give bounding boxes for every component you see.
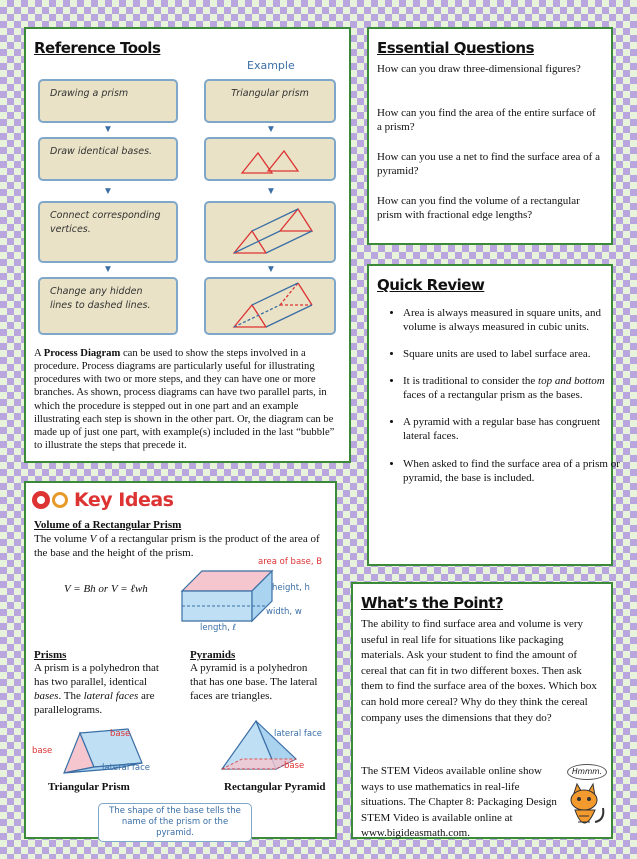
volume-heading: Volume of a Rectangular Prism: [34, 519, 182, 531]
arrow-down-icon: ▼: [103, 186, 113, 197]
arrow-down-icon: ▼: [103, 124, 113, 135]
question-3: How can you use a net to find the surface area of a pyramid?: [377, 151, 600, 178]
height-label: height, h: [272, 583, 310, 593]
rectangular-pyramid-caption: Rectangular Pyramid: [224, 781, 326, 793]
connected-vertices-drawing: [206, 203, 334, 261]
review-item: • When asked to find the surface area of a prism or pyramid, the base is included.: [403, 457, 621, 485]
key-ideas-title: Key Ideas: [74, 489, 174, 511]
whats-the-point-title: What’s the Point?: [361, 594, 504, 612]
volume-text: The volume V of a rectangular prism is the product of the area of the base and the height of the prism.: [34, 533, 320, 560]
point-text: The ability to find surface area and volume is very useful in real life for situations like packaging materials. Ask your student to find the amount of cereal that can fit in two different boxes. Then ask them to find the surface area of the boxes. Which box can hold more cereal? Why do they think the cereal company uses the dimensions that they do?: [361, 618, 597, 724]
step-box-4: Change any hidden lines to dashed lines.: [38, 277, 178, 335]
prism-base-label-left: base: [32, 746, 53, 756]
example-header: Example: [247, 59, 295, 72]
step-box-1: Drawing a prism: [38, 79, 178, 123]
identical-bases-drawing: [206, 139, 334, 179]
quick-review-panel: [367, 264, 620, 566]
review-item: • A pyramid with a regular base has congruent lateral faces.: [403, 415, 621, 443]
rectangular-prism-drawing: [176, 561, 316, 631]
triangular-prism-caption: Triangular Prism: [48, 781, 130, 793]
essential-questions-panel: [367, 27, 613, 245]
prisms-text: A prism is a polyhedron that has two parallel, identical bases. The lateral faces are parallelograms.: [34, 662, 159, 717]
process-diagram-paragraph: A Process Diagram can be used to show the steps involved in a procedure. Process diagrams are particularly useful for illustrating procedures with two or more steps, and they can have one or more branches. As shown, process diagrams can have two parallel parts, in which the procedure is stepped out in one part and an example illustrating each step is shown in the other part. Or, the diagram can be made up of just one part, with example(s) included in the last “bubble” to illustrate the steps that precede it.: [34, 348, 335, 451]
volume-formula: V = Bh or V = ℓwh: [64, 583, 148, 595]
example-box-4: [204, 277, 336, 335]
example-box-2: [204, 137, 336, 181]
whats-the-point-panel: [351, 582, 613, 839]
reference-tools-panel: [24, 27, 351, 463]
pyramid-base-label: base: [284, 761, 305, 771]
stem-text: The STEM Videos available online show ways to use mathematics in real-life situations. The Chapter 8: Packaging Design STEM Video is available online at www.bigideasmath.com.: [361, 765, 557, 840]
key-ring-icon: [52, 492, 68, 508]
step-box-3: Connect corresponding vertices.: [38, 201, 178, 263]
quick-review-title: Quick Review: [377, 276, 485, 294]
key-ideas-panel: [24, 481, 337, 839]
example-box-1: Triangular prism: [204, 79, 336, 123]
question-2: How can you find the area of the entire surface of a prism?: [377, 107, 596, 134]
pyramids-heading: Pyramids: [190, 649, 236, 661]
prism-base-label-top: base: [110, 729, 131, 739]
essential-questions-title: Essential Questions: [377, 39, 535, 57]
base-shape-note: The shape of the base tells the name of the prism or the pyramid.: [98, 803, 252, 842]
review-item: • Area is always measured in square units, and volume is always measured in cubic units.: [403, 306, 621, 334]
key-ideas-header: [32, 489, 173, 511]
review-item: • It is traditional to consider the top and bottom faces of a rectangular prism as the bases.: [403, 374, 621, 402]
width-label: width, w: [266, 607, 302, 617]
review-item: • Square units are used to label surface area.: [403, 347, 621, 361]
key-icon: [32, 491, 50, 509]
reference-tools-title: Reference Tools: [34, 39, 161, 57]
question-4: How can you find the volume of a rectangular prism with fractional edge lengths?: [377, 195, 580, 222]
prisms-heading: Prisms: [34, 649, 67, 661]
arrow-down-icon: ▼: [266, 124, 276, 135]
question-1: How can you draw three-dimensional figures?: [377, 63, 581, 75]
arrow-down-icon: ▼: [266, 186, 276, 197]
thought-bubble: Hmmm.: [567, 764, 607, 780]
step-box-2: Draw identical bases.: [38, 137, 178, 181]
quick-review-list: [377, 306, 621, 498]
area-of-base-label: area of base, B: [258, 557, 323, 567]
prism-lateral-face-label: lateral face: [102, 763, 151, 773]
dashed-hidden-lines-drawing: [206, 279, 334, 333]
example-box-3: [204, 201, 336, 263]
length-label: length, ℓ: [200, 623, 237, 633]
pyramid-lateral-face-label: lateral face: [274, 729, 323, 739]
cat-mascot-icon: [561, 782, 607, 836]
arrow-down-icon: ▼: [103, 264, 113, 275]
pyramids-text: A pyramid is a polyhedron that has one base. The lateral faces are triangles.: [190, 662, 318, 703]
arrow-down-icon: ▼: [266, 264, 276, 275]
